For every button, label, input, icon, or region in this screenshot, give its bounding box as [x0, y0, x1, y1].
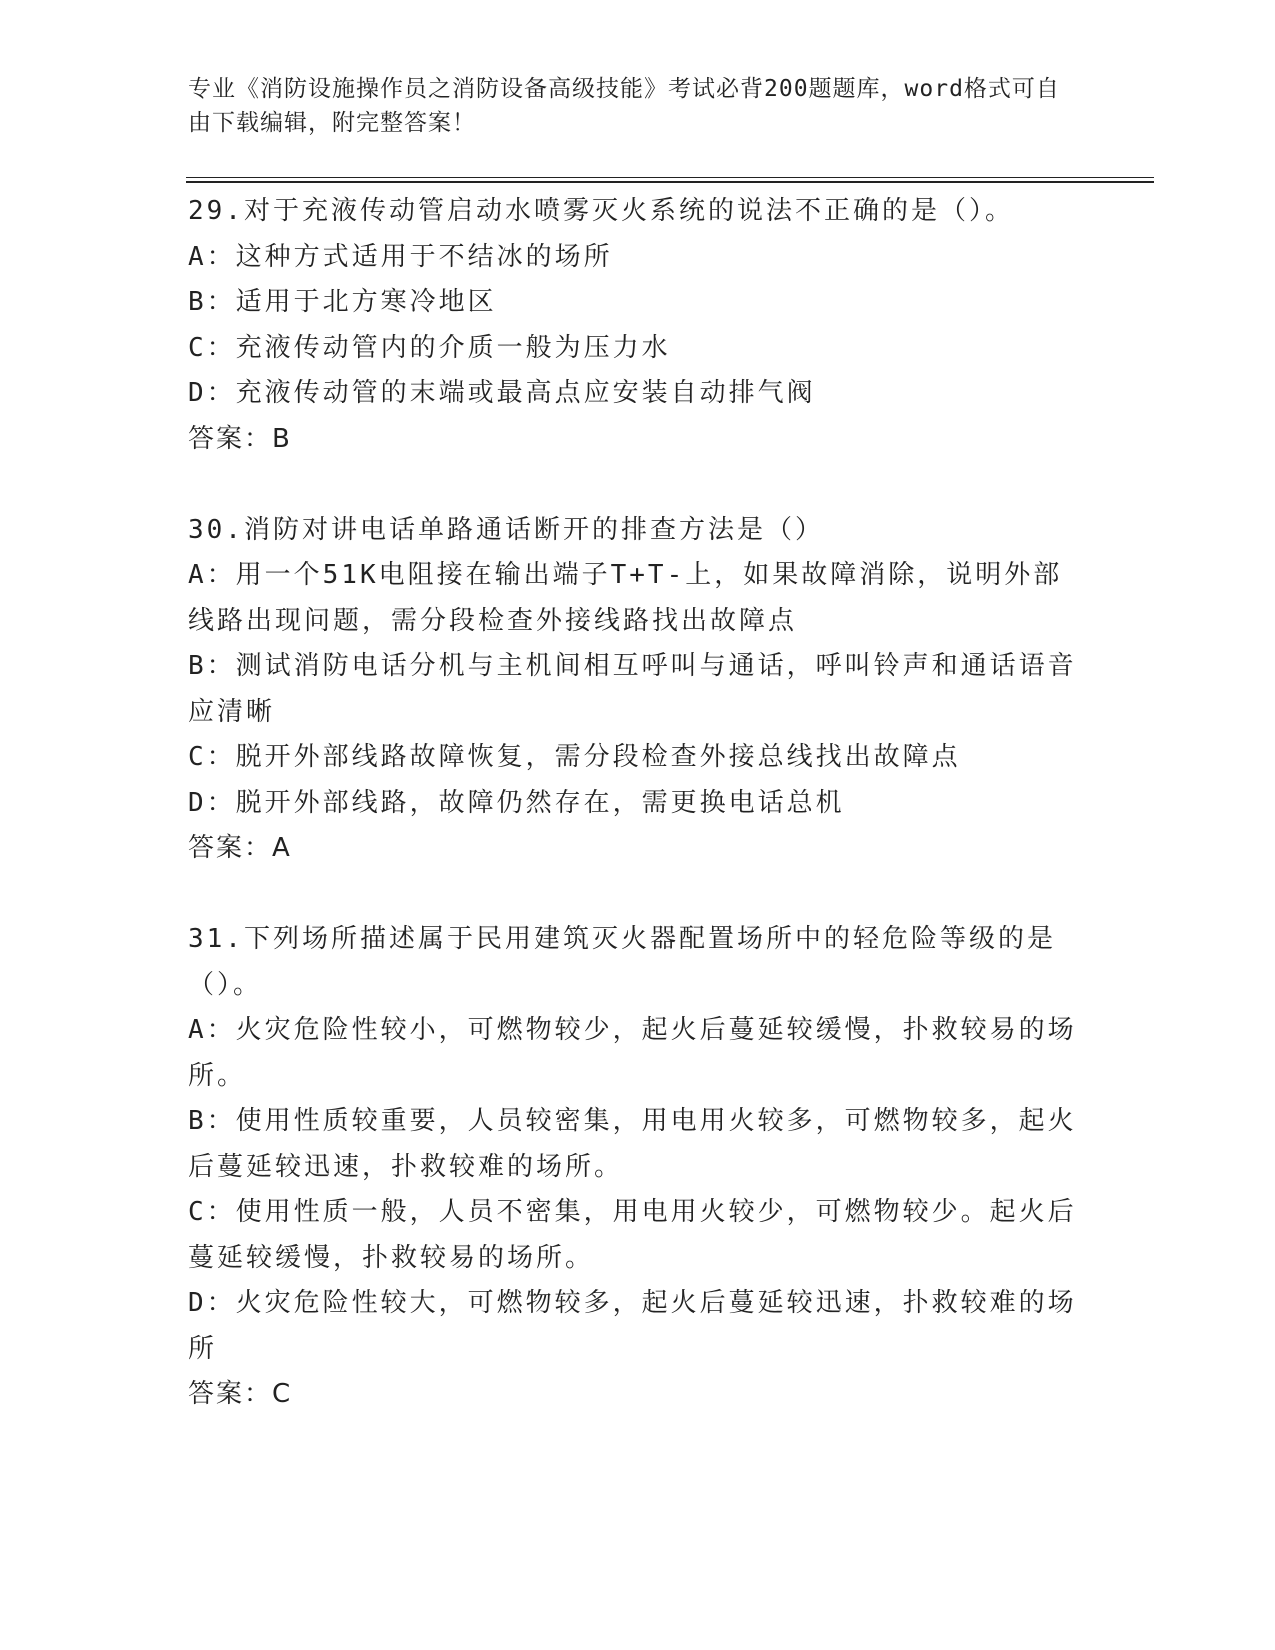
question-29 — [188, 189, 1088, 462]
option-c: C：使用性质一般，人员不密集，用电用火较少，可燃物较少。起火后蔓延较缓慢，扑救较易的场所。 — [188, 1197, 1077, 1273]
question-list — [188, 189, 1088, 1463]
option-b: B：使用性质较重要，人员较密集，用电用火较多，可燃物较多，起火后蔓延较迅速，扑救较难的场所。 — [188, 1106, 1077, 1182]
option-c: C：脱开外部线路故障恢复，需分段检查外接总线找出故障点 — [188, 742, 961, 772]
option-a: A：火灾危险性较小，可燃物较少，起火后蔓延较缓慢，扑救较易的场所。 — [188, 1015, 1077, 1091]
option-d: D：火灾危险性较大，可燃物较多，起火后蔓延较迅速，扑救较难的场所 — [188, 1288, 1077, 1364]
header-text: 专业《消防设施操作员之消防设备高级技能》考试必背200题题库，word格式可自由下载编辑，附完整答案！ — [188, 76, 1060, 136]
question-stem: 31.下列场所描述属于民用建筑灭火器配置场所中的轻危险等级的是（）。 — [188, 924, 1056, 1000]
option-a: A：用一个51K电阻接在输出端子T+T-上，如果故障消除，说明外部线路出现问题，需分段检查外接线路找出故障点 — [188, 560, 1063, 636]
answer: 答案：C — [188, 1379, 293, 1409]
option-c: C：充液传动管内的介质一般为压力水 — [188, 332, 671, 363]
header-divider-thick — [186, 181, 1154, 183]
header-divider-thin — [186, 177, 1154, 178]
option-b: B：测试消防电话分机与主机间相互呼叫与通话，呼叫铃声和通话语音应清晰 — [188, 651, 1077, 727]
question-stem: 30.消防对讲电话单路通话断开的排查方法是（） — [188, 514, 824, 545]
question-31 — [188, 917, 1088, 1418]
option-b: B：适用于北方寒冷地区 — [188, 287, 497, 317]
option-a: A：这种方式适用于不结冰的场所 — [188, 241, 613, 272]
question-stem: 29.对于充液传动管启动水喷雾灭火系统的说法不正确的是（）。 — [188, 196, 1014, 226]
option-d: D：充液传动管的末端或最高点应安装自动排气阀 — [188, 378, 816, 408]
option-d: D：脱开外部线路，故障仍然存在，需更换电话总机 — [188, 787, 845, 818]
document-header — [188, 72, 1068, 140]
answer: 答案：B — [188, 423, 292, 454]
answer: 答案：A — [188, 833, 292, 863]
question-30 — [188, 508, 1088, 872]
